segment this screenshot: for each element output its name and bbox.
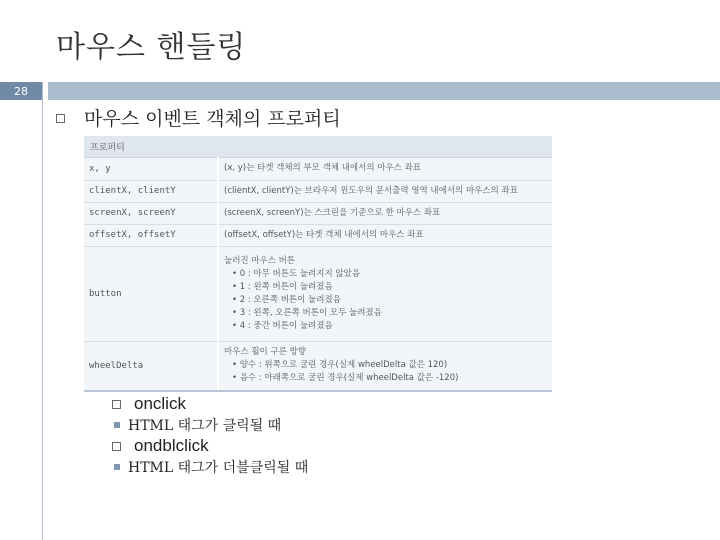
prop-desc: (screenX, screenY)는 스크린을 기준으로 한 마우스 좌표: [218, 202, 552, 224]
prop-name: button: [84, 246, 218, 341]
table-row: [84, 157, 552, 180]
slide-title: 마우스 핸들링: [56, 30, 247, 65]
prop-desc: (x, y)는 타겟 객체의 부모 객체 내에서의 마우스 좌표: [218, 157, 552, 180]
prop-name: clientX, clientY: [84, 180, 218, 202]
left-rule: [42, 82, 43, 540]
sub-bullet-icon: [114, 422, 120, 428]
table-row: [84, 341, 552, 391]
prop-desc: 눌러진 마우스 버튼 • 0 : 아무 버튼도 눌려지지 않았음 • 1 : 왼쪽 버튼이 눌려졌음 • 2 : 오른쪽 버튼이 눌려졌음 • 3 : 왼쪽, 오른쪽 버튼이 모두 눌려졌음 • 4 : 중간 버튼이 눌려졌음: [218, 246, 552, 341]
prop-name: x, y: [84, 157, 218, 180]
square-bullet-icon: [56, 114, 65, 123]
table-row: [84, 224, 552, 246]
section-heading: 마우스 이벤트 객체의 프로퍼티: [84, 108, 341, 130]
event-desc-ondblclick: HTML 태그가 더블클릭될 때: [128, 460, 309, 476]
prop-name: wheelDelta: [84, 341, 218, 391]
event-desc-onclick: HTML 태그가 클릭될 때: [128, 418, 282, 434]
property-table: [84, 136, 552, 392]
table-row: [84, 246, 552, 341]
header-bar: [48, 82, 720, 100]
prop-name: screenX, screenY: [84, 202, 218, 224]
prop-name: offsetX, offsetY: [84, 224, 218, 246]
prop-desc: (clientX, clientY)는 브라우저 윈도우의 문서출력 영역 내에서의 마우스의 좌표: [218, 180, 552, 202]
table-header-blank: [218, 136, 552, 157]
page-number: 28: [0, 82, 42, 100]
table-row: [84, 180, 552, 202]
event-name-onclick: onclick: [134, 394, 186, 413]
prop-desc: 마우스 휠이 구른 방향 • 양수 : 위쪽으로 굴린 경우(실제 wheelDelta 값은 120) • 음수 : 아래쪽으로 굴린 경우(실제 wheelDelta 값은 -120): [218, 341, 552, 391]
prop-desc: (offsetX, offsetY)는 타겟 객체 내에서의 마우스 좌표: [218, 224, 552, 246]
table-row: [84, 202, 552, 224]
square-bullet-icon: [112, 400, 121, 409]
sub-bullet-icon: [114, 464, 120, 470]
table-header-property: 프로퍼티: [84, 136, 218, 157]
square-bullet-icon: [112, 442, 121, 451]
event-name-ondblclick: ondblclick: [134, 436, 209, 455]
